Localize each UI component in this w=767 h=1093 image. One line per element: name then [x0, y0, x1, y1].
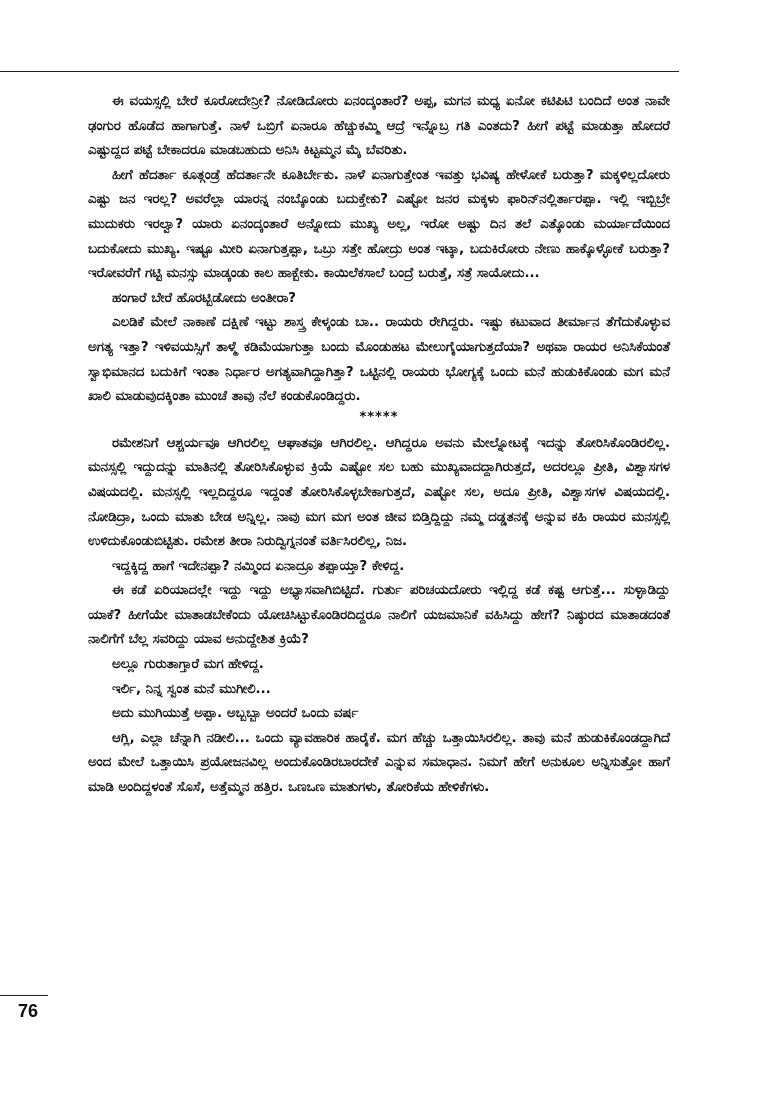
paragraph: ಇರ್ಲಿ, ನಿನ್ನ ಸ್ವಂತ ಮನೆ ಮುಗೀಲಿ...	[112, 681, 271, 697]
paragraph: ಈ ಕಡೆ ಏರಿಯಾದಲ್ಲೇ ಇದ್ದು ಇದ್ದು ಅಭ್ಯಾಸವಾಗಿಬಿಟ್ಟಿದೆ. ಗುರ್ತು ಪರಿಚಯದೋರು ಇಲ್ಲಿದ್ದ ಕಡೆ ಕಷ್ಟ ಆಗುತ್ತೆ... ಸುಳ್ಳಾಡಿದ್ದು ಯಾಕೆ? ಹೀಗೆಯೇ ಮಾತಾಡಬೇಕೆಂದು ಯೋಚಿಸಿಟ್ಟುಕೊಂಡಿರದಿದ್ದರೂ ನಾಲಿಗೆ ಯಜಮಾನಿಕೆ ವಹಿಸಿದ್ದು ಹೇಗೆ? ನಿಷ್ಠುರದ ಮಾತಾಡದಂತೆ ನಾಲಿಗೆಗೆ ಬೆಲ್ಲ ಸವರಿದ್ದು ಯಾವ ಅನುದ್ದೇಶಿತ ಕ್ರಿಯೆ?	[88, 583, 670, 648]
paragraph: ಈ ವಯಸ್ಸಲ್ಲಿ ಬೇರೆ ಕೂರೋದೇನ್ರೀ? ನೋಡಿದೋರು ಏನಂದ್ಕಂತಾರೆ? ಅಪ್ಪ, ಮಗನ ಮಧ್ಯ ಏನೋ ಕಟಿಪಿಟಿ ಬಂದಿದೆ ಅಂತ ನಾವೇ ಢಂಗುರ ಹೊಡೆದ ಹಾಗಾಗುತ್ತೆ. ನಾಳೆ ಒಬ್ರಿಗೆ ಏನಾರೂ ಹೆಚ್ಚುಕಮ್ಮಿ ಆದ್ರೆ ಇನ್ನೊಬ್ರ ಗತಿ ಎಂತದು? ಹೀಗೆ ಪಟ್ಟೆ ಮಾಡುತ್ತಾ ಹೋದರೆ ಎಷ್ಟುದ್ದದ ಪಟ್ಟೆ ಬೇಕಾದರೂ ಮಾಡಬಹುದು ಅನಿಸಿ ಕಿಟ್ಟಮ್ಮನ ಮೈ ಬೆವರಿತು.	[88, 94, 670, 159]
paragraph: ಹಂಗಾರೆ ಬೇರೆ ಹೊರಟ್ಬಿಡೋದು ಅಂತೀರಾ?	[112, 290, 297, 306]
page-body	[88, 90, 670, 801]
section-separator: *****	[359, 409, 399, 425]
paragraph: ರಮೇಶನಿಗೆ ಆಶ್ಚರ್ಯವೂ ಆಗಿರಲಿಲ್ಲ ಆಘಾತವೂ ಆಗಿರಲಿಲ್ಲ. ಆಗಿದ್ದರೂ ಅವನು ಮೇಲ್ನೋಟಕ್ಕೆ ಇದನ್ನು ತೋರಿಸಿಕೊಂಡಿರಲಿಲ್ಲ. ಮನಸ್ಸಲ್ಲಿ ಇದ್ದುದನ್ನು ಮಾತಿನಲ್ಲಿ ತೋರಿಸಿಕೊಳ್ಳುವ ಕ್ರಿಯೆ ಎಷ್ಟೋ ಸಲ ಬಹು ಮುಖ್ಯವಾದದ್ದಾಗಿರುತ್ತದೆ, ಅದರಲ್ಲೂ ಪ್ರೀತಿ, ವಿಶ್ವಾಸಗಳ ವಿಷಯದಲ್ಲಿ. ಮನಸ್ಸಲ್ಲಿ ಇಲ್ಲದಿದ್ದರೂ ಇದ್ದಂತೆ ತೋರಿಸಿಕೊಳ್ಳಬೇಕಾಗುತ್ತದೆ, ಎಷ್ಟೋ ಸಲ, ಅದೂ ಪ್ರೀತಿ, ವಿಶ್ವಾಸಗಳ ವಿಷಯದಲ್ಲಿ. ನೋಡಿದ್ರಾ, ಒಂದು ಮಾತು ಬೇಡ ಅನ್ನಿಲ್ಲ. ನಾವು ಮಗ ಮಗ ಅಂತ ಜೀವ ಬಿಡ್ತಿದ್ದಿದ್ದು ನಮ್ಮ ದಡ್ಡತನಕ್ಕೆ ಅನ್ನುವ ಕಹಿ ರಾಯರ ಮನಸ್ಸಲ್ಲಿ ಉಳಿದುಕೊಂಡುಬಿಟ್ಟಿತು. ರಮೇಶ ತೀರಾ ನಿರುದ್ವಿಗ್ನನಂತೆ ವರ್ತಿಸಿರಲಿಲ್ಲ, ನಿಜ.	[88, 435, 670, 550]
paragraph: ಅಲ್ಲೂ ಗುರುತಾಗ್ತಾರೆ ಮಗ ಹೇಳಿದ್ದ.	[112, 657, 264, 673]
paragraph: ಹೀಗೆ ಹೆದರ್ತಾ ಕೂತ್ಗಂಡ್ರೆ ಹೆದರ್ತಾನೇ ಕೂತಿರ್ಬೇಕು. ನಾಳೆ ಏನಾಗುತ್ತೇಂತ ಇವತ್ತು ಭವಿಷ್ಯ ಹೇಳೋಕೆ ಬರುತ್ತಾ? ಮಕ್ಕಳಿಲ್ಲದೋರು ಎಷ್ಟು ಜನ ಇರಲ್ಲ? ಅವರೆಲ್ಲಾ ಯಾರನ್ನ ನಂಬ್ಕೊಂಡು ಬದುಕ್ತೇಕು? ಎಷ್ಟೋ ಜನರ ಮಕ್ಕಳು ಫಾರಿನ್‌ನಲ್ಲಿರ್ತಾರಪ್ಪಾ. ಇಲ್ಲಿ ಇಬ್ಬಿಬ್ರೇ ಮುದುಕರು ಇರಲ್ವಾ? ಯಾರು ಏನಂದ್ಕಂತಾರೆ ಅನ್ನೋದು ಮುಖ್ಯ ಅಲ್ಲ, ಇರೋ ಅಷ್ಟು ದಿನ ತಲೆ ಎತ್ಕೊಂಡು ಮರ್ಯಾದೆಯಿಂದ ಬದುಕೋದು ಮುಖ್ಯ. ಇಷ್ಟೂ ಮೀರಿ ಏನಾಗುತ್ತಪ್ಪಾ, ಒಬ್ರು ಸತ್ತೇ ಹೋದ್ರು ಅಂತ ಇಟ್ಕಾ, ಬದುಕಿರೋರು ನೇಣು ಹಾಕ್ಕೊಳ್ಳೋಕೆ ಬರುತ್ತಾ? ಇರೋವರೆಗೆ ಗಟ್ಟಿ ಮನಸ್ಸು ಮಾಡ್ಕಂಡು ಕಾಲ ಹಾಕ್ಬೇಕು. ಕಾಯಿಲೆಕಸಾಲೆ ಬಂದ್ರೆ ಬರುತ್ತೆ, ಸತ್ರೆ ಸಾಯೋದು...	[88, 167, 670, 282]
footer-rule	[0, 995, 48, 996]
paragraph: ಅದು ಮುಗಿಯುತ್ತೆ ಅಪ್ಪಾ. ಅಬ್ಬಬ್ಬಾ ಅಂದರೆ ಒಂದು ವರ್ಷ	[112, 706, 359, 722]
page-number: 76	[18, 1001, 39, 1021]
paragraph: ಇದ್ದಕ್ಕಿದ್ದ ಹಾಗೆ ಇದೇನಪ್ಪಾ? ನಮ್ಮಿಂದ ಏನಾದ್ರೂ ತಪ್ಪಾಯ್ತಾ? ಕೇಳಿದ್ದ.	[112, 558, 405, 574]
paragraph: ಆಗ್ಲಿ, ಎಲ್ಲಾ ಚೆನ್ನಾಗಿ ನಡೀಲಿ... ಒಂದು ವ್ಯಾವಹಾರಿಕ ಹಾರೈಕೆ. ಮಗ ಹೆಚ್ಚು ಒತ್ತಾಯಿಸಿರಲಿಲ್ಲ. ತಾವು ಮನೆ ಹುಡುಕಿಕೊಂಡದ್ದಾಗಿದೆ ಅಂದ ಮೇಲೆ ಒತ್ತಾಯಿಸಿ ಪ್ರಯೋಜನವಿಲ್ಲ ಅಂದುಕೊಂಡಿರಬಾರದೇಕೆ ಎನ್ನುವ ಸಮಾಧಾನ. ನಿಮಗೆ ಹೇಗೆ ಅನುಕೂಲ ಅನ್ನಿಸುತ್ತೋ ಹಾಗೆ ಮಾಡಿ ಅಂದಿದ್ದಳಂತೆ ಸೊಸೆ, ಅತ್ತೆಮ್ಮನ ಹತ್ತಿರ. ಒಣಒಣ ಮಾತುಗಳು, ತೋರಿಕೆಯ ಹೇಳಿಕೆಗಳು.	[88, 730, 670, 796]
header-rule	[0, 71, 679, 72]
paragraph: ಎಲಡಿಕೆ ಮೇಲೆ ನಾಕಾಣೆ ದಕ್ಷಿಣೆ ಇಟ್ಟು ಶಾಸ್ತ್ರ ಕೇಳ್ಕಂಡು ಬಾ.. ರಾಯರು ರೇಗಿದ್ದರು. ಇಷ್ಟು ಕಟುವಾದ ತೀರ್ಮಾನ ತೆಗೆದುಕೊಳ್ಳುವ ಅಗತ್ಯ ಇತ್ತಾ? ಇಳಿವಯಸ್ಸಿಗೆ ತಾಳ್ಮೆ ಕಡಿಮೆಯಾಗುತ್ತಾ ಬಂದು ಮೊಂಡುಹಟ ಮೇಲುಗೈಯಾಗುತ್ತದೆಯಾ? ಅಥವಾ ರಾಯರ ಅನಿಸಿಕೆಯಂತೆ ಸ್ವಾಭಿಮಾನದ ಬದುಕಿಗೆ ಇಂತಾ ನಿರ್ಧಾರ ಅಗತ್ಯವಾಗಿದ್ದಾಗಿತ್ತಾ? ಒಟ್ಟಿನಲ್ಲಿ ರಾಯರು ಭೋಗ್ಯಕ್ಕೆ ಒಂದು ಮನೆ ಹುಡುಕಿಕೊಂಡು ಮಗ ಮನೆ ಖಾಲಿ ಮಾಡುವುದಕ್ಕಿಂತಾ ಮುಂಚೆ ತಾವು ನೆಲೆ ಕಂಡುಕೊಂಡಿದ್ದರು.	[88, 315, 670, 405]
